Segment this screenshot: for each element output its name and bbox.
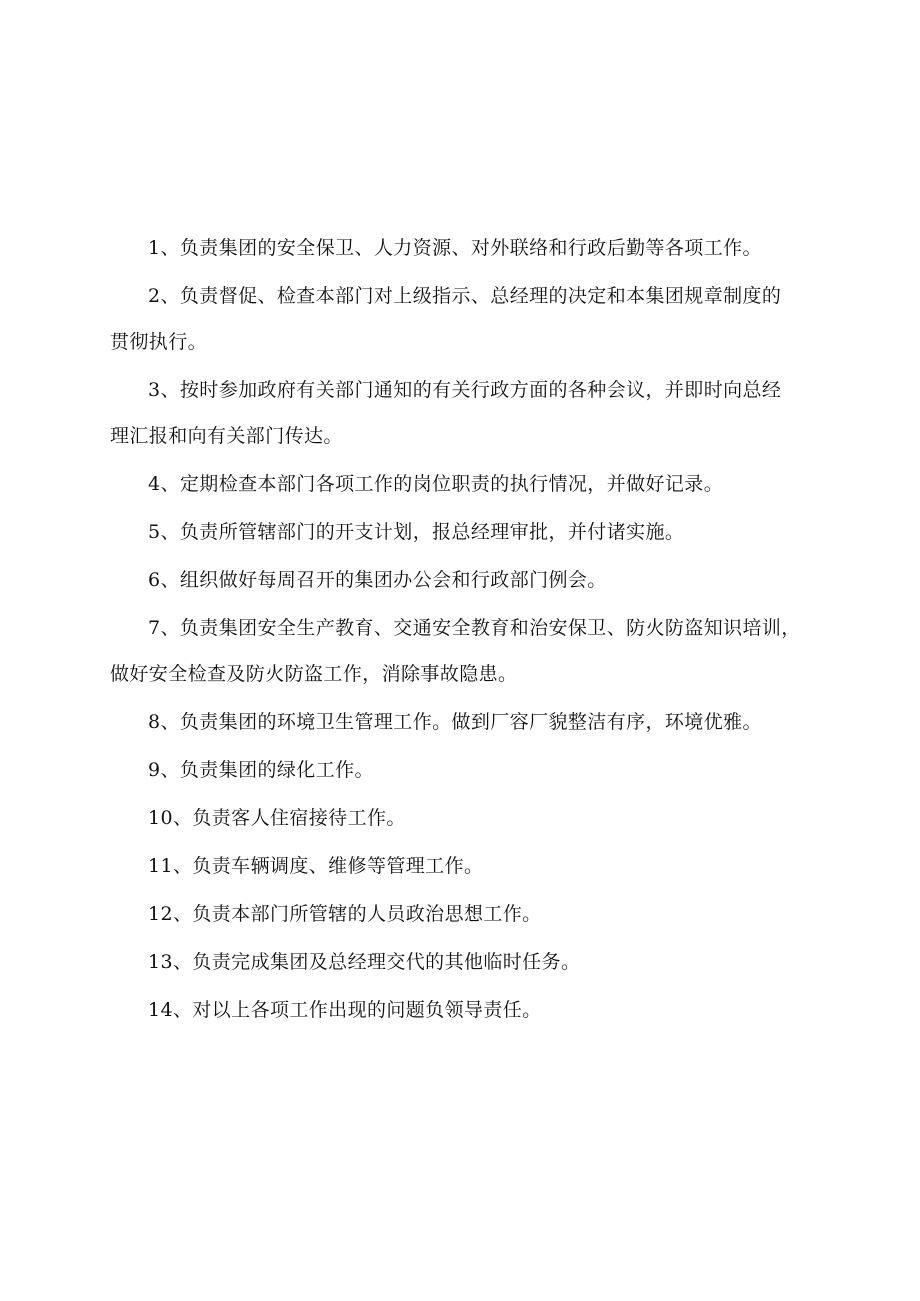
duty-item-9: [110, 746, 820, 794]
duty-item-13: [110, 938, 820, 986]
duty-item-12-line-1: 12、负责本部门所管辖的人员政治思想工作。: [148, 903, 542, 925]
duty-item-11: [110, 842, 820, 890]
duty-item-6: [110, 556, 820, 604]
duty-item-3: [110, 366, 820, 460]
duty-item-8: [110, 698, 820, 746]
duty-item-7-line-2: 做好安全检查及防火防盗工作，消除事故隐患。: [110, 663, 518, 685]
duty-item-11-line-1: 11、负责车辆调度、维修等管理工作。: [148, 855, 484, 877]
duty-item-9-line-1: 9、负责集团的绿化工作。: [148, 759, 374, 781]
duty-item-1-line-1: 1、负责集团的安全保卫、人力资源、对外联络和行政后勤等各项工作。: [148, 237, 762, 259]
duty-item-2-line-1: 2、负责督促、检查本部门对上级指示、总经理的决定和本集团规章制度的: [148, 285, 782, 307]
duty-item-10: [110, 794, 820, 842]
duty-list: [110, 224, 820, 1034]
duty-item-12: [110, 890, 820, 938]
duty-item-10-line-1: 10、负责客人住宿接待工作。: [148, 807, 406, 829]
duty-item-4-line-1: 4、定期检查本部门各项工作的岗位职责的执行情况，并做好记录。: [148, 473, 724, 495]
duty-item-6-line-1: 6、组织做好每周召开的集团办公会和行政部门例会。: [148, 569, 607, 591]
duty-item-14-line-1: 14、对以上各项工作出现的问题负领导责任。: [148, 999, 542, 1021]
duty-item-2-line-2: 贯彻执行。: [110, 331, 208, 353]
duty-item-7-line-1: 7、负责集团安全生产教育、交通安全教育和治安保卫、防火防盗知识培训，: [148, 617, 801, 639]
duty-item-4: [110, 460, 820, 508]
duty-item-5-line-1: 5、负责所管辖部门的开支计划，报总经理审批，并付诸实施。: [148, 521, 685, 543]
duty-item-3-line-1: 3、按时参加政府有关部门通知的有关行政方面的各种会议，并即时向总经: [148, 379, 782, 401]
duty-item-1: [110, 224, 820, 272]
duty-item-8-line-1: 8、负责集团的环境卫生管理工作。做到厂容厂貌整洁有序，环境优雅。: [148, 711, 762, 733]
duty-item-3-line-2: 理汇报和向有关部门传达。: [110, 425, 343, 447]
duty-item-7: [110, 604, 820, 698]
duty-item-5: [110, 508, 820, 556]
duty-item-2: [110, 272, 820, 366]
duty-item-13-line-1: 13、负责完成集团及总经理交代的其他临时任务。: [148, 951, 581, 973]
duty-item-14: [110, 986, 820, 1034]
